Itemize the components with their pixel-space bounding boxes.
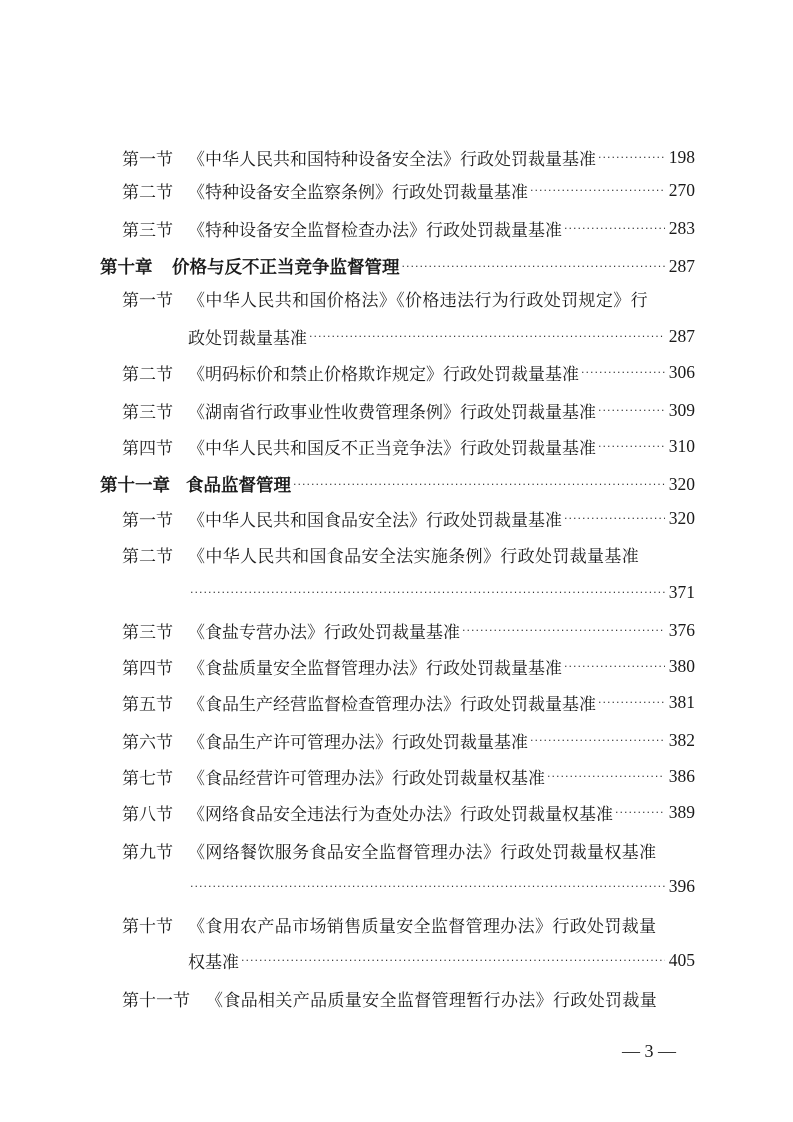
toc-entry-title: 《食品相关产品质量安全监督管理暂行办法》行政处罚裁量 bbox=[206, 990, 658, 1011]
toc-entry-title: 《食盐质量安全监督管理办法》行政处罚裁量基准 bbox=[188, 658, 562, 679]
toc-entry-title: 《湖南省行政事业性收费管理条例》行政处罚裁量基准 bbox=[188, 402, 596, 423]
toc-entry-title: 食品监督管理 bbox=[186, 475, 291, 496]
toc-entry-label: 第三节 bbox=[122, 622, 173, 643]
toc-section-entry bbox=[0, 758, 793, 794]
toc-entry-label: 第五节 bbox=[122, 694, 173, 715]
toc-entry-title: 《特种设备安全监督检查办法》行政处罚裁量基准 bbox=[188, 220, 562, 241]
toc-section-entry bbox=[0, 354, 793, 390]
toc-section-entry bbox=[0, 722, 793, 758]
toc-section-entry bbox=[0, 392, 793, 428]
toc-entry-title: 《中华人民共和国食品安全法实施条例》行政处罚裁量基准 bbox=[188, 546, 640, 567]
toc-page-number: 386 bbox=[668, 765, 695, 786]
toc-page-number: 270 bbox=[668, 179, 695, 200]
toc-section-entry bbox=[0, 172, 793, 208]
toc-section-entry bbox=[0, 500, 793, 536]
toc-entry-label: 第十节 bbox=[122, 916, 173, 937]
toc-page-number: 283 bbox=[668, 217, 695, 238]
leader-dots bbox=[530, 734, 665, 747]
toc-page-number: 382 bbox=[668, 729, 695, 750]
toc-section-entry bbox=[0, 210, 793, 246]
toc-entry-label: 第十一节 bbox=[122, 990, 190, 1011]
toc-section-entry bbox=[0, 536, 793, 572]
toc-section-entry bbox=[0, 942, 793, 978]
toc-entry-title: 《中华人民共和国特种设备安全法》行政处罚裁量基准 bbox=[188, 149, 596, 170]
toc-entry-label: 第三节 bbox=[122, 402, 173, 423]
toc-section-entry bbox=[0, 906, 793, 942]
toc-entry-label: 第四节 bbox=[122, 658, 173, 679]
leader-dots bbox=[462, 624, 665, 637]
toc-page-number: 376 bbox=[668, 619, 695, 640]
toc-page-number: 287 bbox=[668, 325, 695, 346]
toc-page-number: 287 bbox=[668, 255, 695, 276]
leader-dots bbox=[547, 770, 665, 783]
toc-section-entry bbox=[0, 280, 793, 316]
toc-entry-label: 第三节 bbox=[122, 220, 173, 241]
page-number: — 3 — bbox=[622, 1041, 676, 1061]
toc-entry-label: 第十章 bbox=[100, 257, 153, 278]
toc-entry-label: 第一节 bbox=[122, 290, 173, 311]
toc-entry-label: 第八节 bbox=[122, 804, 173, 825]
toc-entry-label: 第四节 bbox=[122, 438, 173, 459]
leader-dots bbox=[530, 184, 665, 197]
toc-page-number: 380 bbox=[668, 655, 695, 676]
toc-page-number: 310 bbox=[668, 435, 695, 456]
toc-section-entry bbox=[0, 318, 793, 354]
toc-entry-label: 第六节 bbox=[122, 732, 173, 753]
toc-page-number: 309 bbox=[668, 399, 695, 420]
toc-entry-label: 第十一章 bbox=[100, 475, 170, 496]
toc-section-entry bbox=[0, 868, 793, 904]
toc-entry-label: 第七节 bbox=[122, 768, 173, 789]
toc-page-number: 198 bbox=[668, 146, 695, 167]
toc-section-entry bbox=[0, 980, 793, 1016]
toc-section-entry bbox=[0, 612, 793, 648]
toc-entry-title: 《中华人民共和国价格法》《价格违法行为行政处罚规定》行 bbox=[188, 290, 648, 311]
toc-section-entry bbox=[0, 574, 793, 610]
toc-entry-title: 《食品经营许可管理办法》行政处罚裁量权基准 bbox=[188, 768, 545, 789]
leader-dots bbox=[598, 696, 665, 709]
leader-dots bbox=[615, 806, 665, 819]
toc-entry-label: 第二节 bbox=[122, 364, 173, 385]
toc-entry-title: 《中华人民共和国食品安全法》行政处罚裁量基准 bbox=[188, 510, 562, 531]
toc-entry-title: 《特种设备安全监察条例》行政处罚裁量基准 bbox=[188, 182, 528, 203]
toc-entry-title: 政处罚裁量基准 bbox=[188, 328, 307, 349]
toc-chapter-entry bbox=[0, 248, 793, 284]
toc-entry-label: 第二节 bbox=[122, 546, 173, 567]
toc-entry-label: 第二节 bbox=[122, 182, 173, 203]
leader-dots bbox=[241, 954, 665, 967]
leader-dots bbox=[581, 366, 665, 379]
leader-dots bbox=[564, 660, 665, 673]
toc-entry-title: 权基准 bbox=[188, 952, 239, 973]
toc-section-entry bbox=[0, 684, 793, 720]
toc-section-entry bbox=[0, 648, 793, 684]
leader-dots bbox=[598, 151, 665, 164]
toc-page-number: 405 bbox=[668, 949, 695, 970]
toc-section-entry bbox=[0, 428, 793, 464]
toc-entry-title: 价格与反不正当竞争监督管理 bbox=[172, 257, 400, 278]
toc-section-entry bbox=[0, 139, 793, 175]
leader-dots bbox=[402, 260, 665, 273]
toc-entry-title: 《食盐专营办法》行政处罚裁量基准 bbox=[188, 622, 460, 643]
leader-dots bbox=[598, 404, 665, 417]
leader-dots bbox=[190, 586, 665, 599]
leader-dots bbox=[564, 222, 665, 235]
toc-page-number: 371 bbox=[668, 581, 695, 602]
toc-entry-title: 《中华人民共和国反不正当竞争法》行政处罚裁量基准 bbox=[188, 438, 596, 459]
toc-entry-title: 《食品生产许可管理办法》行政处罚裁量基准 bbox=[188, 732, 528, 753]
toc-entry-title: 《网络餐饮服务食品安全监督管理办法》行政处罚裁量权基准 bbox=[188, 842, 657, 863]
toc-section-entry bbox=[0, 794, 793, 830]
toc-entry-title: 《网络食品安全违法行为查处办法》行政处罚裁量权基准 bbox=[188, 804, 613, 825]
toc-page-number: 306 bbox=[668, 361, 695, 382]
toc-entry-title: 《食用农产品市场销售质量安全监督管理办法》行政处罚裁量 bbox=[188, 916, 657, 937]
leader-dots bbox=[564, 512, 665, 525]
leader-dots bbox=[309, 330, 665, 343]
toc-page-number: 396 bbox=[668, 875, 695, 896]
toc-chapter-entry bbox=[0, 466, 793, 502]
toc-page-number: 320 bbox=[668, 473, 695, 494]
toc-section-entry bbox=[0, 832, 793, 868]
toc-entry-label: 第一节 bbox=[122, 149, 173, 170]
toc-entry-label: 第一节 bbox=[122, 510, 173, 531]
leader-dots bbox=[190, 880, 665, 893]
leader-dots bbox=[598, 440, 665, 453]
toc-page-number: 389 bbox=[668, 801, 695, 822]
toc-entry-title: 《明码标价和禁止价格欺诈规定》行政处罚裁量基准 bbox=[188, 364, 579, 385]
toc-entry-label: 第九节 bbox=[122, 842, 173, 863]
toc-page-number: 320 bbox=[668, 507, 695, 528]
toc-page-number: 381 bbox=[668, 691, 695, 712]
toc-entry-title: 《食品生产经营监督检查管理办法》行政处罚裁量基准 bbox=[188, 694, 596, 715]
leader-dots bbox=[293, 478, 665, 491]
